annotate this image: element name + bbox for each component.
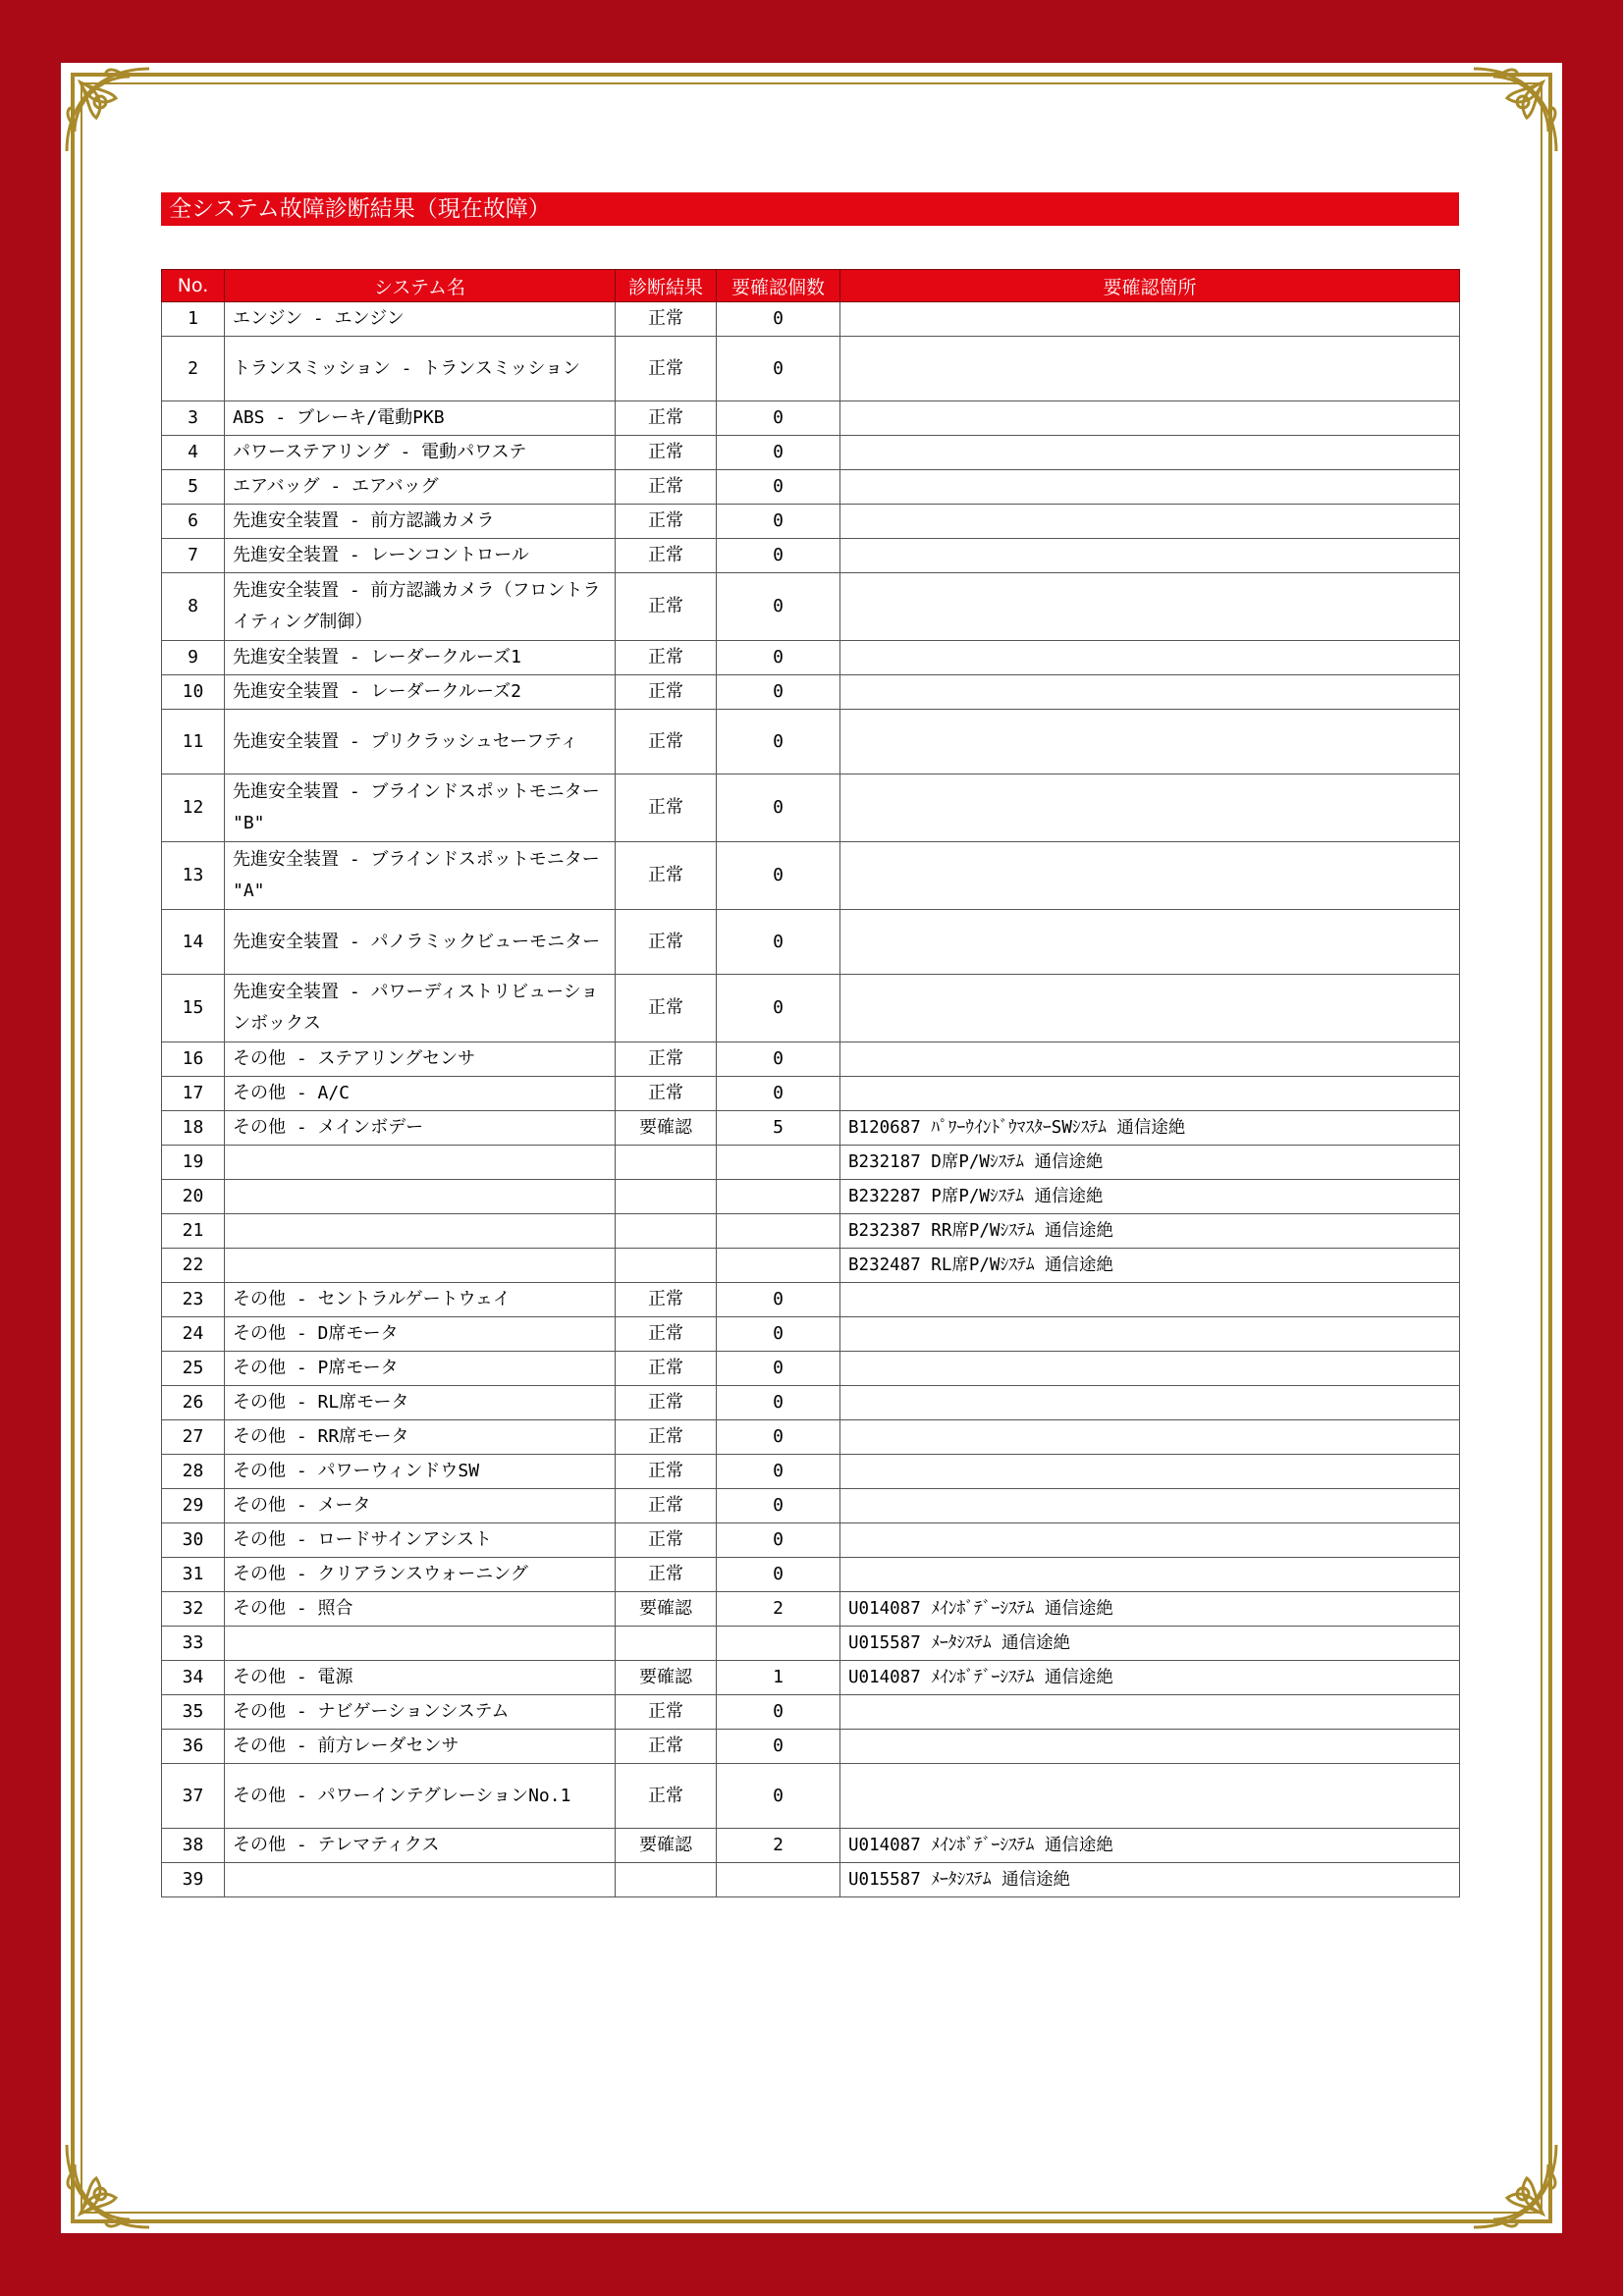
system-name-cell: その他 - セントラルゲートウェイ — [225, 1283, 616, 1317]
table-row — [162, 1455, 1460, 1489]
row-number: 17 — [162, 1077, 225, 1111]
check-count-cell: 0 — [717, 975, 840, 1042]
check-location-cell — [840, 573, 1460, 641]
row-number: 32 — [162, 1592, 225, 1627]
diagnosis-result-cell: 正常 — [616, 1283, 717, 1317]
row-number: 36 — [162, 1730, 225, 1764]
diagnosis-result-cell: 正常 — [616, 1386, 717, 1420]
diagnosis-result-cell: 正常 — [616, 710, 717, 774]
check-count-cell: 2 — [717, 1592, 840, 1627]
diagnosis-result-cell: 要確認 — [616, 1592, 717, 1627]
check-count-cell: 0 — [717, 641, 840, 675]
check-count-cell: 0 — [717, 1386, 840, 1420]
row-number: 7 — [162, 539, 225, 573]
system-name-cell: その他 - メインボデー — [225, 1111, 616, 1146]
row-number: 28 — [162, 1455, 225, 1489]
check-location-cell — [840, 975, 1460, 1042]
system-name-cell: その他 - ロードサインアシスト — [225, 1523, 616, 1558]
table-row — [162, 1386, 1460, 1420]
check-count-cell: 5 — [717, 1111, 840, 1146]
system-name-cell — [225, 1146, 616, 1180]
diagnosis-result-cell: 正常 — [616, 436, 717, 470]
check-count-cell: 0 — [717, 1077, 840, 1111]
check-location-cell — [840, 842, 1460, 910]
table-row — [162, 774, 1460, 842]
check-location-cell: U014087 ﾒｲﾝﾎﾞﾃﾞｰｼｽﾃﾑ 通信途絶 — [840, 1829, 1460, 1863]
system-name-cell: その他 - テレマティクス — [225, 1829, 616, 1863]
check-count-cell: 0 — [717, 1523, 840, 1558]
check-location-cell — [840, 1077, 1460, 1111]
row-number: 20 — [162, 1180, 225, 1214]
diagnosis-result-cell: 正常 — [616, 401, 717, 436]
check-count-cell: 0 — [717, 774, 840, 842]
row-number: 37 — [162, 1764, 225, 1829]
check-location-cell: B232287 P席P/Wｼｽﾃﾑ 通信途絶 — [840, 1180, 1460, 1214]
check-count-cell — [717, 1214, 840, 1249]
check-count-cell: 0 — [717, 1695, 840, 1730]
table-row — [162, 1077, 1460, 1111]
diagnosis-result-cell: 正常 — [616, 1420, 717, 1455]
system-name-cell: 先進安全装置 - ブラインドスポットモニター "A" — [225, 842, 616, 910]
table-row — [162, 1489, 1460, 1523]
table-body — [162, 302, 1460, 1897]
row-number: 14 — [162, 910, 225, 975]
check-location-cell — [840, 1523, 1460, 1558]
check-count-cell — [717, 1249, 840, 1283]
table-row — [162, 1695, 1460, 1730]
diagnosis-result-cell: 正常 — [616, 675, 717, 710]
diagnosis-result-cell: 正常 — [616, 505, 717, 539]
system-name-cell — [225, 1249, 616, 1283]
check-count-cell: 0 — [717, 842, 840, 910]
system-name-cell: その他 - A/C — [225, 1077, 616, 1111]
row-number: 26 — [162, 1386, 225, 1420]
diagnosis-result-cell — [616, 1180, 717, 1214]
diagnosis-result-cell: 正常 — [616, 539, 717, 573]
check-count-cell: 0 — [717, 1317, 840, 1352]
table-row — [162, 1558, 1460, 1592]
table-row — [162, 1829, 1460, 1863]
check-count-cell: 0 — [717, 436, 840, 470]
system-name-cell: エンジン - エンジン — [225, 302, 616, 337]
ornament-corner-icon — [61, 63, 155, 157]
system-name-cell: 先進安全装置 - 前方認識カメラ（フロントライティング制御） — [225, 573, 616, 641]
table-row — [162, 641, 1460, 675]
row-number: 11 — [162, 710, 225, 774]
row-number: 31 — [162, 1558, 225, 1592]
system-name-cell: その他 - ステアリングセンサ — [225, 1042, 616, 1077]
row-number: 22 — [162, 1249, 225, 1283]
diagnosis-result-cell: 正常 — [616, 337, 717, 401]
table-row — [162, 1111, 1460, 1146]
system-name-cell: その他 - 照合 — [225, 1592, 616, 1627]
table-row — [162, 1249, 1460, 1283]
table-row — [162, 1523, 1460, 1558]
diagnosis-result-cell: 正常 — [616, 1077, 717, 1111]
row-number: 33 — [162, 1627, 225, 1661]
check-count-cell: 0 — [717, 1042, 840, 1077]
report-title: 全システム故障診断結果（現在故障） — [161, 192, 1459, 226]
table-row — [162, 1730, 1460, 1764]
check-location-cell — [840, 302, 1460, 337]
check-location-cell — [840, 675, 1460, 710]
diagnosis-table — [161, 269, 1460, 1897]
system-name-cell — [225, 1627, 616, 1661]
check-location-cell — [840, 539, 1460, 573]
diagnosis-result-cell: 正常 — [616, 1317, 717, 1352]
diagnosis-result-cell — [616, 1146, 717, 1180]
diagnosis-result-cell: 正常 — [616, 842, 717, 910]
diagnosis-result-cell — [616, 1214, 717, 1249]
diagnosis-result-cell: 正常 — [616, 470, 717, 505]
system-name-cell: その他 - パワーウィンドウSW — [225, 1455, 616, 1489]
table-row — [162, 401, 1460, 436]
diagnosis-result-cell: 正常 — [616, 573, 717, 641]
header-diagnosis-result: 診断結果 — [616, 270, 717, 302]
table-row — [162, 710, 1460, 774]
table-row — [162, 539, 1460, 573]
system-name-cell — [225, 1863, 616, 1897]
header-system-name: システム名 — [225, 270, 616, 302]
diagnosis-result-cell: 正常 — [616, 1455, 717, 1489]
check-location-cell: B232187 D席P/Wｼｽﾃﾑ 通信途絶 — [840, 1146, 1460, 1180]
table-row — [162, 1592, 1460, 1627]
header-check-count: 要確認個数 — [717, 270, 840, 302]
system-name-cell: その他 - ナビゲーションシステム — [225, 1695, 616, 1730]
check-location-cell — [840, 1764, 1460, 1829]
row-number: 27 — [162, 1420, 225, 1455]
check-location-cell — [840, 1455, 1460, 1489]
system-name-cell: その他 - メータ — [225, 1489, 616, 1523]
check-count-cell: 0 — [717, 401, 840, 436]
check-count-cell: 2 — [717, 1829, 840, 1863]
check-location-cell: B232387 RR席P/Wｼｽﾃﾑ 通信途絶 — [840, 1214, 1460, 1249]
check-count-cell: 0 — [717, 910, 840, 975]
table-row — [162, 1180, 1460, 1214]
table-row — [162, 1283, 1460, 1317]
check-count-cell: 0 — [717, 1489, 840, 1523]
check-count-cell: 0 — [717, 1730, 840, 1764]
check-count-cell — [717, 1863, 840, 1897]
check-location-cell — [840, 774, 1460, 842]
check-count-cell: 0 — [717, 337, 840, 401]
row-number: 38 — [162, 1829, 225, 1863]
check-count-cell — [717, 1627, 840, 1661]
check-location-cell: U014087 ﾒｲﾝﾎﾞﾃﾞｰｼｽﾃﾑ 通信途絶 — [840, 1592, 1460, 1627]
check-count-cell: 0 — [717, 675, 840, 710]
ornament-corner-icon — [61, 2139, 155, 2233]
check-location-cell — [840, 1283, 1460, 1317]
system-name-cell: エアバッグ - エアバッグ — [225, 470, 616, 505]
table-row — [162, 1352, 1460, 1386]
check-count-cell: 0 — [717, 539, 840, 573]
check-location-cell: U015587 ﾒｰﾀｼｽﾃﾑ 通信途絶 — [840, 1863, 1460, 1897]
table-row — [162, 436, 1460, 470]
check-location-cell — [840, 1695, 1460, 1730]
system-name-cell: その他 - P席モータ — [225, 1352, 616, 1386]
table-row — [162, 573, 1460, 641]
diagnosis-result-cell: 正常 — [616, 1730, 717, 1764]
diagnosis-result-cell — [616, 1627, 717, 1661]
diagnosis-result-cell: 正常 — [616, 1695, 717, 1730]
row-number: 6 — [162, 505, 225, 539]
row-number: 9 — [162, 641, 225, 675]
diagnosis-result-cell: 正常 — [616, 1489, 717, 1523]
check-count-cell: 0 — [717, 1283, 840, 1317]
system-name-cell — [225, 1214, 616, 1249]
row-number: 16 — [162, 1042, 225, 1077]
check-count-cell — [717, 1146, 840, 1180]
table-row — [162, 1317, 1460, 1352]
check-count-cell: 1 — [717, 1661, 840, 1695]
table-row — [162, 470, 1460, 505]
diagnosis-result-cell — [616, 1863, 717, 1897]
check-count-cell: 0 — [717, 1558, 840, 1592]
report-page — [61, 63, 1562, 2233]
ornament-corner-icon — [1468, 63, 1562, 157]
table-row — [162, 1863, 1460, 1897]
system-name-cell: ABS - ブレーキ/電動PKB — [225, 401, 616, 436]
check-location-cell: B232487 RL席P/Wｼｽﾃﾑ 通信途絶 — [840, 1249, 1460, 1283]
table-row — [162, 1420, 1460, 1455]
system-name-cell: 先進安全装置 - パワーディストリビューションボックス — [225, 975, 616, 1042]
check-location-cell — [840, 710, 1460, 774]
diagnosis-result-cell — [616, 1249, 717, 1283]
check-location-cell — [840, 1420, 1460, 1455]
system-name-cell: その他 - RL席モータ — [225, 1386, 616, 1420]
system-name-cell: トランスミッション - トランスミッション — [225, 337, 616, 401]
header-check-location: 要確認箇所 — [840, 270, 1460, 302]
diagnosis-result-cell: 正常 — [616, 910, 717, 975]
row-number: 8 — [162, 573, 225, 641]
check-location-cell — [840, 470, 1460, 505]
check-location-cell — [840, 1317, 1460, 1352]
row-number: 34 — [162, 1661, 225, 1695]
check-location-cell — [840, 641, 1460, 675]
system-name-cell: 先進安全装置 - レーダークルーズ1 — [225, 641, 616, 675]
system-name-cell: その他 - パワーインテグレーションNo.1 — [225, 1764, 616, 1829]
check-location-cell — [840, 1042, 1460, 1077]
diagnosis-result-cell: 正常 — [616, 975, 717, 1042]
check-location-cell — [840, 337, 1460, 401]
row-number: 10 — [162, 675, 225, 710]
row-number: 35 — [162, 1695, 225, 1730]
diagnosis-result-cell: 要確認 — [616, 1111, 717, 1146]
system-name-cell: 先進安全装置 - プリクラッシュセーフティ — [225, 710, 616, 774]
row-number: 24 — [162, 1317, 225, 1352]
system-name-cell: その他 - D席モータ — [225, 1317, 616, 1352]
check-location-cell — [840, 1386, 1460, 1420]
diagnosis-result-cell: 要確認 — [616, 1661, 717, 1695]
table-row — [162, 1042, 1460, 1077]
diagnosis-result-cell: 正常 — [616, 1352, 717, 1386]
table-row — [162, 1146, 1460, 1180]
check-count-cell: 0 — [717, 710, 840, 774]
check-location-cell — [840, 1558, 1460, 1592]
row-number: 2 — [162, 337, 225, 401]
diagnosis-result-cell: 正常 — [616, 1558, 717, 1592]
table-header-row — [162, 270, 1460, 302]
check-count-cell — [717, 1180, 840, 1214]
row-number: 30 — [162, 1523, 225, 1558]
table-row — [162, 842, 1460, 910]
table-row — [162, 505, 1460, 539]
check-count-cell: 0 — [717, 1455, 840, 1489]
check-location-cell: B120687 ﾊﾟﾜｰｳｲﾝﾄﾞｳﾏｽﾀｰSWｼｽﾃﾑ 通信途絶 — [840, 1111, 1460, 1146]
system-name-cell: 先進安全装置 - 前方認識カメラ — [225, 505, 616, 539]
system-name-cell: その他 - 電源 — [225, 1661, 616, 1695]
check-count-cell: 0 — [717, 302, 840, 337]
system-name-cell — [225, 1180, 616, 1214]
table-row — [162, 302, 1460, 337]
check-count-cell: 0 — [717, 505, 840, 539]
row-number: 39 — [162, 1863, 225, 1897]
check-count-cell: 0 — [717, 1764, 840, 1829]
check-location-cell — [840, 1352, 1460, 1386]
diagnosis-result-cell: 正常 — [616, 1764, 717, 1829]
diagnosis-result-cell: 正常 — [616, 302, 717, 337]
check-location-cell — [840, 436, 1460, 470]
system-name-cell: 先進安全装置 - ブラインドスポットモニター "B" — [225, 774, 616, 842]
table-row — [162, 337, 1460, 401]
row-number: 19 — [162, 1146, 225, 1180]
check-count-cell: 0 — [717, 470, 840, 505]
table-row — [162, 675, 1460, 710]
system-name-cell: 先進安全装置 - パノラミックビューモニター — [225, 910, 616, 975]
check-count-cell: 0 — [717, 1352, 840, 1386]
row-number: 12 — [162, 774, 225, 842]
check-location-cell — [840, 505, 1460, 539]
row-number: 18 — [162, 1111, 225, 1146]
diagnosis-result-cell: 要確認 — [616, 1829, 717, 1863]
system-name-cell: 先進安全装置 - レーンコントロール — [225, 539, 616, 573]
table-row — [162, 1627, 1460, 1661]
row-number: 1 — [162, 302, 225, 337]
check-location-cell — [840, 910, 1460, 975]
row-number: 4 — [162, 436, 225, 470]
table-row — [162, 975, 1460, 1042]
diagnosis-result-cell: 正常 — [616, 774, 717, 842]
check-count-cell: 0 — [717, 573, 840, 641]
ornament-corner-icon — [1468, 2139, 1562, 2233]
check-location-cell — [840, 401, 1460, 436]
table-row — [162, 1764, 1460, 1829]
row-number: 29 — [162, 1489, 225, 1523]
diagnosis-result-cell: 正常 — [616, 641, 717, 675]
diagnosis-result-cell: 正常 — [616, 1042, 717, 1077]
row-number: 3 — [162, 401, 225, 436]
system-name-cell: パワーステアリング - 電動パワステ — [225, 436, 616, 470]
system-name-cell: その他 - 前方レーダセンサ — [225, 1730, 616, 1764]
system-name-cell: その他 - クリアランスウォーニング — [225, 1558, 616, 1592]
table-row — [162, 910, 1460, 975]
system-name-cell: その他 - RR席モータ — [225, 1420, 616, 1455]
check-location-cell — [840, 1489, 1460, 1523]
check-count-cell: 0 — [717, 1420, 840, 1455]
row-number: 25 — [162, 1352, 225, 1386]
diagnosis-result-cell: 正常 — [616, 1523, 717, 1558]
system-name-cell: 先進安全装置 - レーダークルーズ2 — [225, 675, 616, 710]
row-number: 21 — [162, 1214, 225, 1249]
row-number: 23 — [162, 1283, 225, 1317]
table-row — [162, 1214, 1460, 1249]
header-no: No. — [162, 270, 225, 302]
table-row — [162, 1661, 1460, 1695]
row-number: 15 — [162, 975, 225, 1042]
check-location-cell: U014087 ﾒｲﾝﾎﾞﾃﾞｰｼｽﾃﾑ 通信途絶 — [840, 1661, 1460, 1695]
row-number: 5 — [162, 470, 225, 505]
check-location-cell — [840, 1730, 1460, 1764]
row-number: 13 — [162, 842, 225, 910]
check-location-cell: U015587 ﾒｰﾀｼｽﾃﾑ 通信途絶 — [840, 1627, 1460, 1661]
